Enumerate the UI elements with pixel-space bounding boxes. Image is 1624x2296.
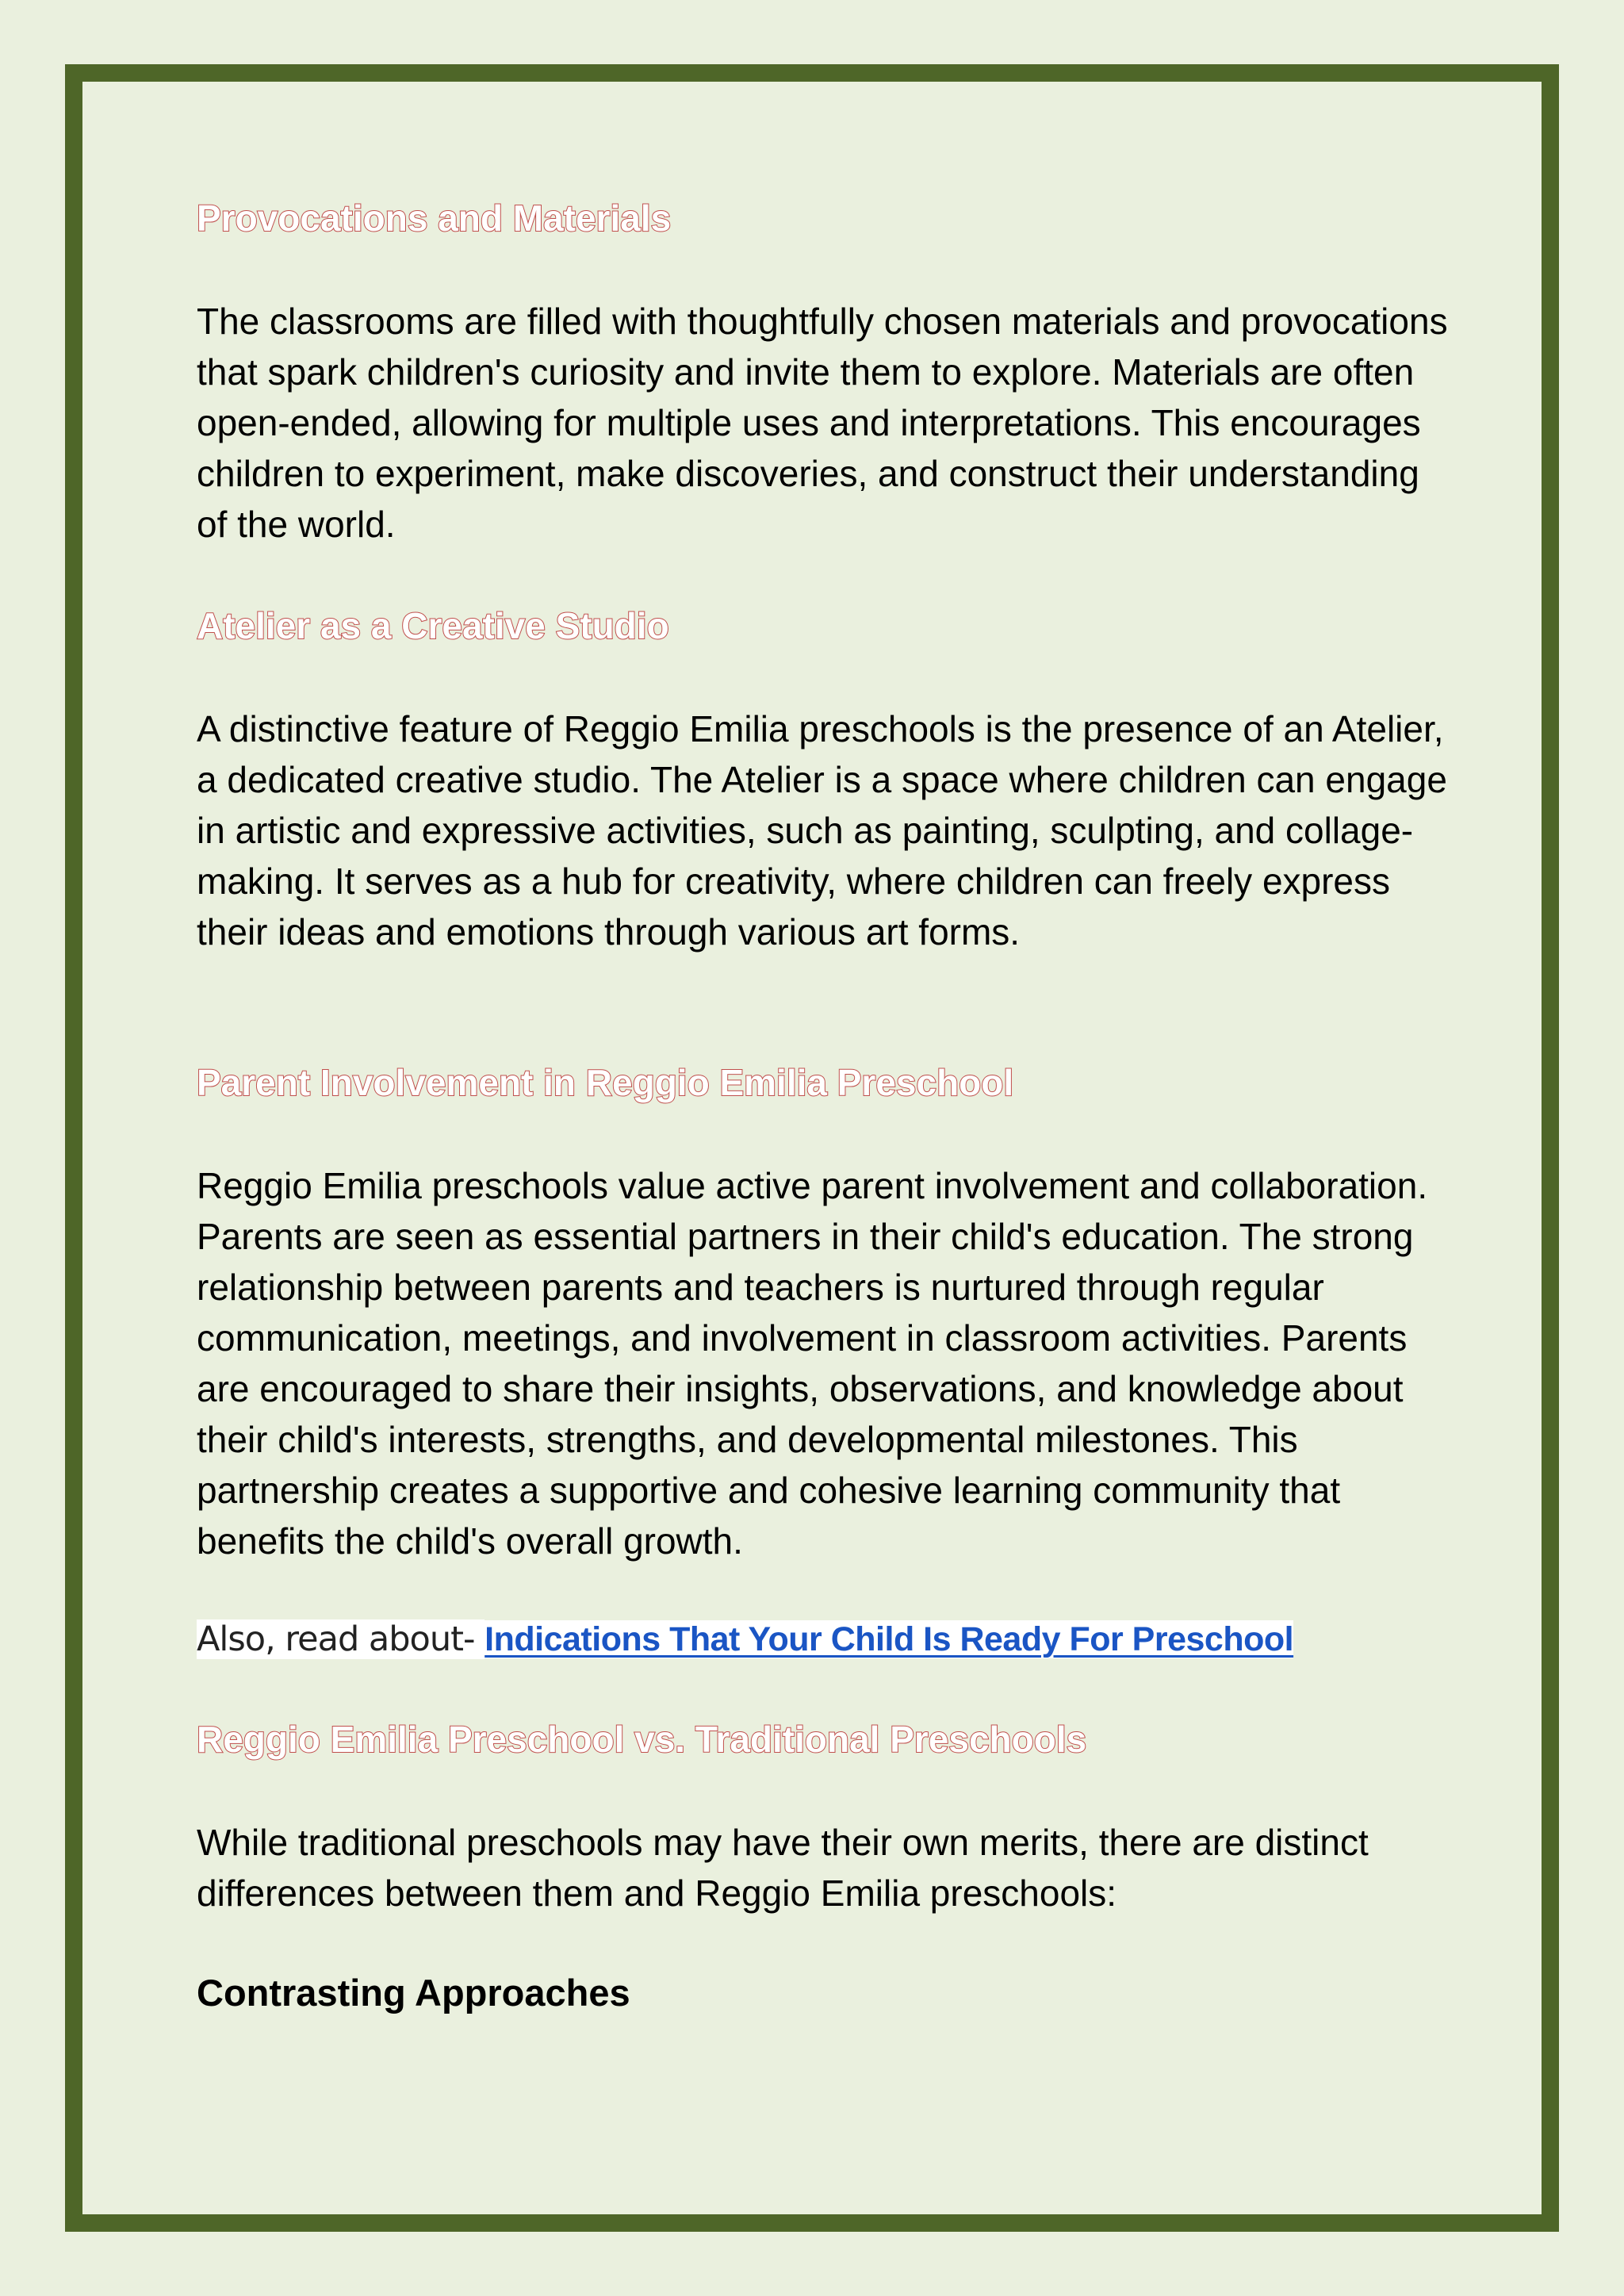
section-body-atelier: A distinctive feature of Reggio Emilia preschools is the presence of an Atelier, a dedicated creative studio. The Atelier is a space where children can engage in artistic and expressive activities, such as painting, sculpting, and collage-making. It serves as a hub for creativity, where children can freely express their ideas and emotions through various art forms. (197, 708, 1447, 953)
read-also-prefix: Also, read about- (197, 1619, 485, 1659)
read-also-line (197, 1617, 1293, 1662)
section-heading-parents: Parent Involvement in Reggio Emilia Preschool (197, 1062, 1014, 1103)
section-body-comparison: While traditional preschools may have their own merits, there are distinct differences between them and Reggio Emilia preschools: (197, 1822, 1369, 1914)
section-body-parents: Reggio Emilia preschools value active parent involvement and collaboration. Parents are seen as essential partners in their child's education. The strong relationship between parents and teachers is nurtured through regular communication, meetings, and involvement in classroom activities. Parents are encouraged to share their insights, observations, and knowledge about their child's interests, strengths, and developmental milestones. This partnership creates a supportive and cohesive learning community that benefits the child's overall growth. (197, 1165, 1428, 1562)
read-also-link[interactable]: Indications That Your Child Is Ready For Preschool (485, 1620, 1294, 1658)
subheading-contrasting-approaches: Contrasting Approaches (197, 1972, 630, 2014)
section-heading-comparison: Reggio Emilia Preschool vs. Traditional Preschools (197, 1719, 1087, 1760)
section-body-provocations: The classrooms are filled with thoughtfully chosen materials and provocations that spark children's curiosity and invite them to explore. Materials are often open-ended, allowing for multiple uses and interpretations. This encourages children to experiment, make discoveries, and construct their understanding of the world. (197, 301, 1448, 545)
section-heading-provocations: Provocations and Materials (197, 197, 672, 239)
section-heading-atelier: Atelier as a Creative Studio (197, 605, 669, 646)
